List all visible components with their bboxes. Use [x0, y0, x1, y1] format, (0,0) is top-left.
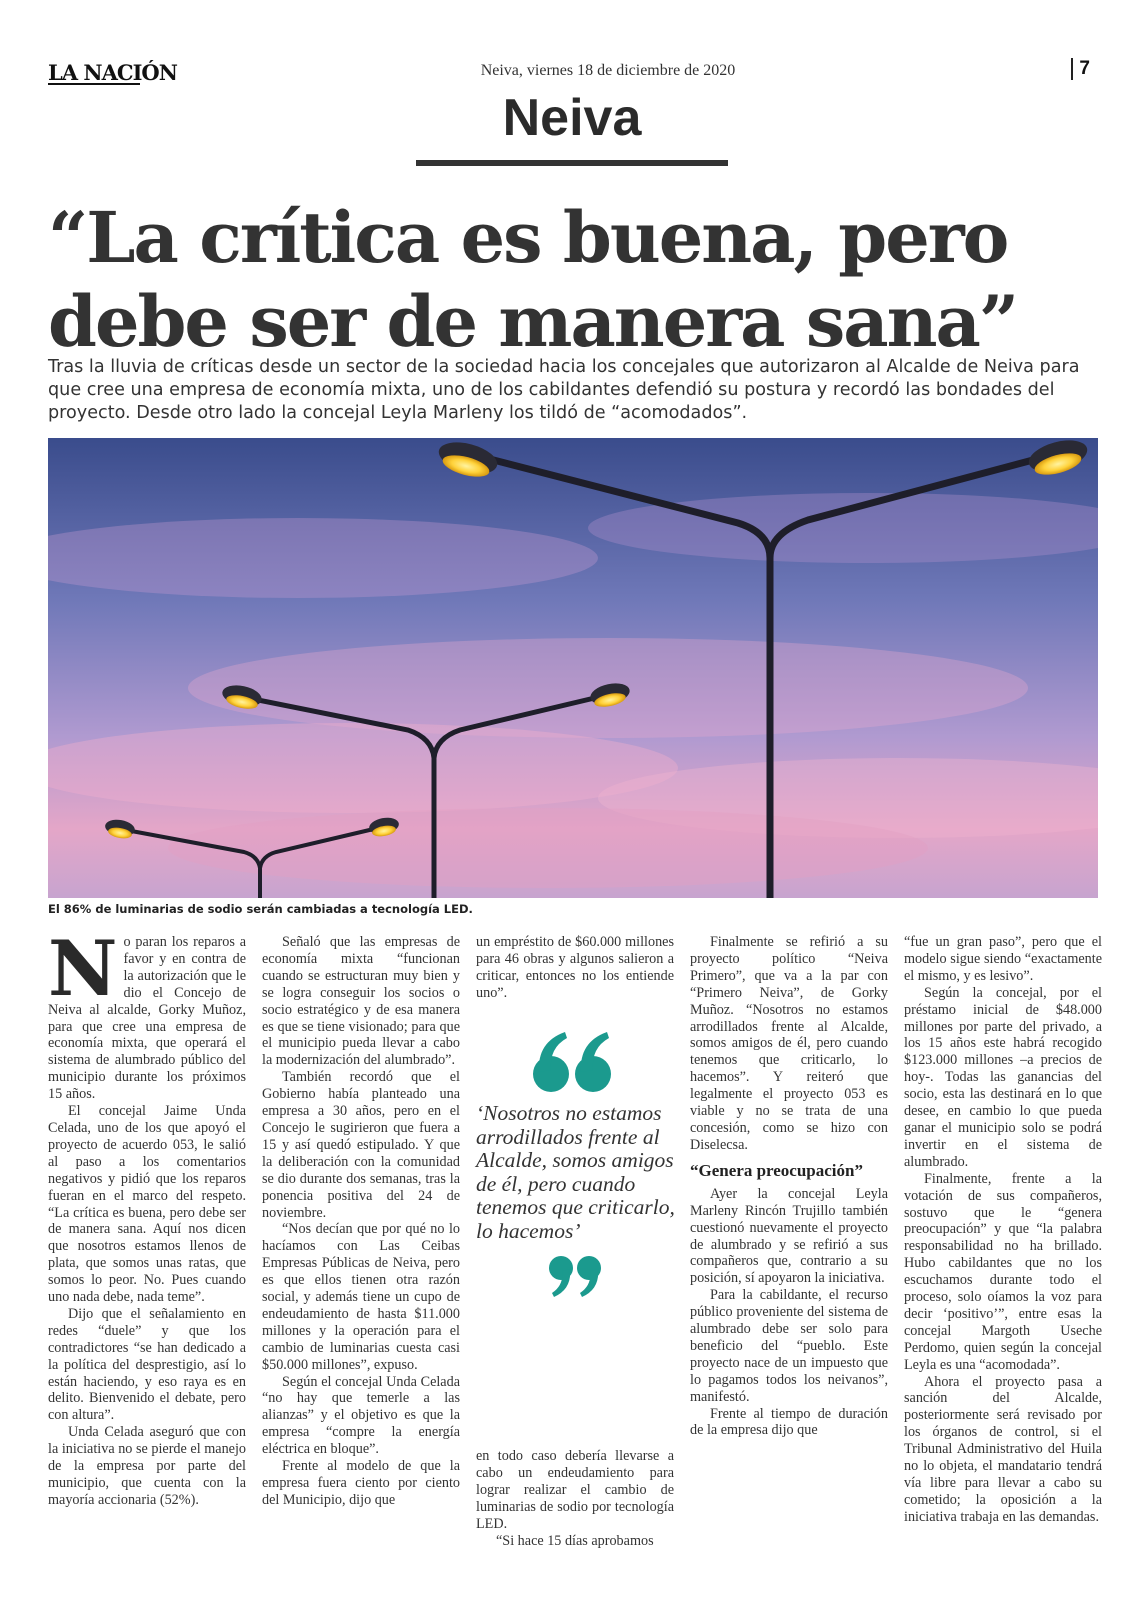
quote-open-icon	[531, 1030, 615, 1094]
paragraph: Señaló que las empresas de economía mixta “funcionan cuando se estructuran muy bien y se logra conseguir los socios o socio estratégico y de esa manera es que se tiene visionado; para que el municipio pueda llevar a cabo la modernización del alumbrado”.	[262, 934, 460, 1069]
article-column-3-top	[476, 934, 674, 1002]
street-lamps-photo	[48, 438, 1098, 898]
paragraph: También recordó que el Gobierno había planteado una empresa a 30 años, pero en el Concejo le sugirieron que fuera a 15 y así quedó estipulado. Y que la deliberación con la comunidad se dio durante dos semanas, tras la ponencia positiva del 24 de noviembre.	[262, 1069, 460, 1221]
paragraph: Finalmente, frente a la votación de sus compañeros, sostuvo que le “genera preocupación” y que “la palabra responsabilidad no ha brillado. Hubo cabildantes que no los escuchamos durante todo el proceso, solo oíamos la voz para decir ‘positivo’”, entre esas la concejal Margoth Useche Perdomo, quien según la concejal Leyla es una “acomodada”.	[904, 1170, 1102, 1373]
page-number: 7	[1071, 58, 1090, 80]
photo-caption: El 86% de luminarias de sodio serán cambiadas a tecnología LED.	[48, 902, 473, 916]
deck: Tras la lluvia de críticas desde un sector de la sociedad hacia los concejales que autorizaron al Alcalde de Neiva para que cree una empresa de economía mixta, uno de los cabildantes defendió su postura y recordó las bondades del proyecto. Desde otro lado la concejal Leyla Marleny los tildó de “acomodados”.	[48, 357, 1080, 423]
paragraph: Ayer la concejal Leyla Marleny Rincón Trujillo también cuestionó nuevamente el proyecto de alumbrado y se refirió a sus compañeros que, contrario a su posición, sí apoyaron la iniciativa.	[690, 1185, 888, 1287]
section-rule	[416, 160, 728, 166]
article-column-1	[48, 924, 246, 1509]
quote-close-icon	[548, 1255, 604, 1299]
article-column-3-bottom	[476, 1448, 674, 1549]
pull-quote	[476, 1030, 676, 1299]
paragraph: Unda Celada aseguró que con la iniciativa no se pierde el manejo de la empresa por parte del municipio, que cuenta con la mayoría accionaria (52%).	[48, 1424, 246, 1508]
paragraph: “Nos decían que por qué no lo hacíamos con Las Ceibas Empresas Públicas de Neiva, pero es que ellos tienen otra razón social, y además tiene un cupo de endeudamiento de hasta $11.000 millones y la operación para el cambio de luminarias cuesta casi $50.000 millones”, expuso.	[262, 1221, 460, 1373]
article-column-5	[904, 934, 1102, 1526]
paragraph: o paran los reparos a favor y en contra de la autorización que le dio el Concejo de Neiva al alcalde, Gorky Muñoz, para que cree una empresa de economía mixta, que operará el sistema de alumbrado público del municipio durante los próximos 15 años.	[48, 934, 246, 1103]
logo-underline	[48, 83, 140, 85]
article-column-2	[262, 934, 460, 1509]
paragraph: un empréstito de $60.000 millones para 46 obras y algunos salieron a criticar, entonces no los entiende uno”.	[476, 934, 674, 1001]
paragraph: Frente al tiempo de duración de la empresa dijo que	[690, 1405, 888, 1439]
paragraph: en todo caso debería llevarse a cabo un endeudamiento para lograr realizar el cambio de luminarias de sodio por tecnología LED.	[476, 1448, 674, 1532]
paragraph: “Si hace 15 días aprobamos	[496, 1532, 654, 1549]
paragraph: Finalmente se refirió a su proyecto político “Neiva Primero”, que va a la par con “Primero Neiva”, de Gorky Muñoz. “Nosotros no estamos arrodillados frente al Alcalde, somos amigos de él, pero cuando tenemos que criticarlo, lo hacemos”. Y reiteró que legalmente el proyecto 053 es viable y no se trata de una concesión, como se hizo con Diselecsa.	[690, 934, 888, 1153]
paragraph: El concejal Jaime Unda Celada, uno de los que apoyó el proyecto de acuerdo 053, le salió al paso a los comentarios negativos y pidió que los reparos fueran en el marco del respeto. “La crítica es buena, pero debe ser de manera sana. Aquí nos dicen que nosotros estamos llenos de plata, que somos unas ratas, que somos lo peor. No. Pues cuando uno nada debe, nada teme”.	[48, 1103, 246, 1306]
paragraph: Ahora el proyecto pasa a sanción del Alcalde, posteriormente será revisado por los órganos de control, si el Tribunal Administrativo del Huila no lo objeta, el mandatario tendrá vía libre para llevar a cabo su cometido; la oposición a la iniciativa trabaja en las demandas.	[904, 1373, 1102, 1525]
newspaper-logo: LA NACIÓN	[48, 60, 177, 85]
paragraph: Dijo que el señalamiento en redes “duele” y que los contradictores “se han dedicado a la política del desprestigio, así lo están haciendo, y eso raya es en delito. Bienvenido el debate, pero con altura”.	[48, 1305, 246, 1424]
pull-quote-text: ‘Nosotros no estamos arrodillados frente al Alcalde, somos amigos de él, pero cuando tenemos que criticarlo, lo hacemos’	[476, 1101, 675, 1243]
paragraph: Frente al modelo de que la empresa fuera ciento por ciento del Municipio, dijo que	[262, 1458, 460, 1508]
paragraph: “fue un gran paso”, pero que el modelo sigue siendo “exactamente el mismo, y es lesivo”.	[904, 934, 1102, 984]
paragraph: Para la cabildante, el recurso público proveniente del sistema de alumbrado debe ser solo para beneficio del “pueblo. Este proyecto nace de un impuesto que lo pagamos todos los neivanos”, manifestó.	[690, 1287, 888, 1405]
paragraph: Según el concejal Unda Celada “no hay que temerle a las alianzas” y el objetivo es que la empresa “compre la energía eléctrica en bloque”.	[262, 1373, 460, 1458]
drop-cap: N	[48, 924, 118, 1013]
subheading: “Genera preocupación”	[690, 1160, 863, 1180]
paragraph: Según la concejal, por el préstamo inicial de $48.000 millones por parte del privado, a los 15 años este habrá recogido $123.000 millones –a precios de hoy-. Todas las ganancias del socio, esta las destinará en lo que desee, en cambio lo que pueda ganar el municipio solo se podrá invertir en el sistema de alumbrado.	[904, 984, 1102, 1170]
section-title: Neiva	[502, 89, 642, 147]
article-column-4	[690, 934, 888, 1439]
headline: “La crítica es buena, pero debe ser de manera sana”	[48, 196, 1018, 363]
street-lamps-illustration	[48, 438, 1098, 898]
masthead	[48, 58, 1098, 86]
dateline: Neiva, viernes 18 de diciembre de 2020	[480, 62, 736, 79]
